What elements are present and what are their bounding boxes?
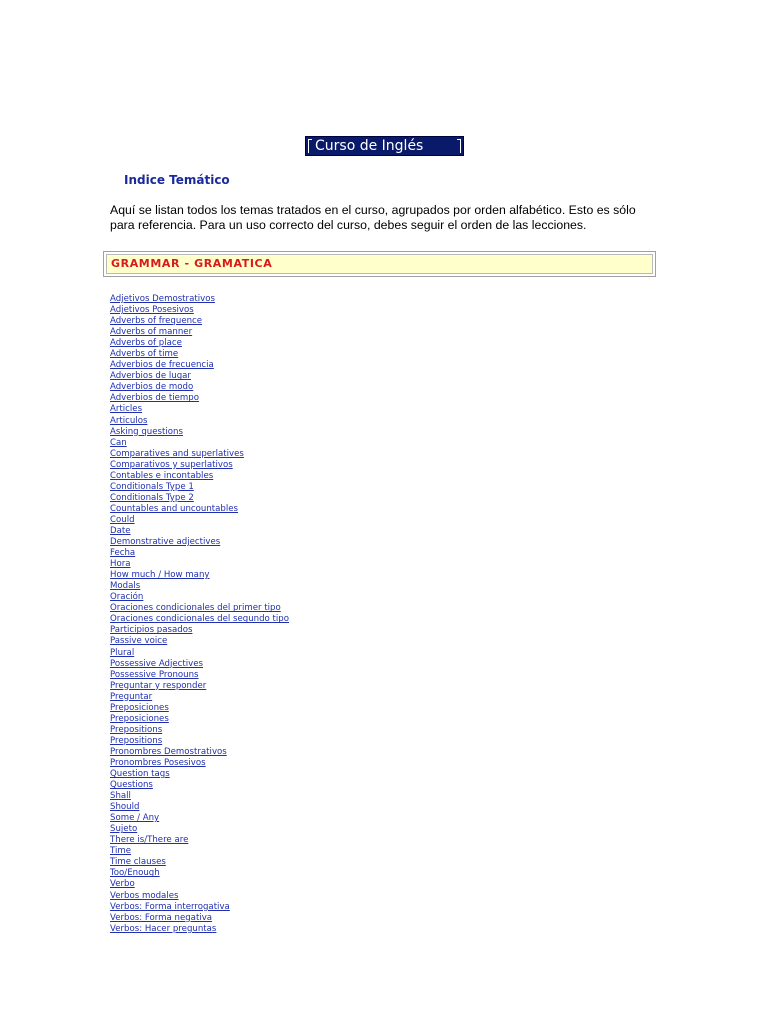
topic-link[interactable]: Questions	[110, 780, 153, 791]
list-item	[110, 813, 289, 824]
topic-link[interactable]: Date	[110, 525, 131, 536]
topic-list	[110, 294, 289, 935]
list-item	[110, 802, 289, 813]
list-item	[110, 780, 289, 791]
list-item	[110, 692, 289, 703]
list-item	[110, 835, 289, 846]
topic-link[interactable]: Preposiciones	[110, 702, 169, 713]
topic-link[interactable]: Could	[110, 514, 135, 525]
topic-link[interactable]: Adverbios de tiempo	[110, 393, 200, 404]
list-item	[110, 714, 289, 725]
list-item	[110, 438, 289, 449]
topic-link[interactable]: Pronombres Demostrativos	[110, 746, 227, 757]
topic-link[interactable]: Hora	[110, 559, 131, 570]
list-item	[110, 393, 289, 404]
list-item	[110, 360, 289, 371]
topic-link[interactable]: Fecha	[110, 548, 136, 559]
list-item	[110, 648, 289, 659]
list-item	[110, 349, 289, 360]
topic-link[interactable]: Contables e incontables	[110, 470, 214, 481]
topic-link[interactable]: Adjetivos Posesivos	[110, 305, 194, 316]
list-item	[110, 891, 289, 902]
grammar-heading: GRAMMAR - GRAMATICA	[106, 254, 653, 274]
list-item	[110, 537, 289, 548]
list-item	[110, 581, 289, 592]
topic-link[interactable]: Conditionals Type 2	[110, 492, 194, 503]
topic-link[interactable]: Demonstrative adjectives	[110, 537, 221, 548]
topic-link[interactable]: Oraciones condicionales del segundo tipo	[110, 614, 290, 625]
list-item	[110, 924, 289, 935]
topic-link[interactable]: Comparativos y superlativos	[110, 459, 233, 470]
list-item	[110, 338, 289, 349]
list-item	[110, 371, 289, 382]
list-item	[110, 659, 289, 670]
list-item	[110, 625, 289, 636]
banner-corner-right	[457, 139, 461, 153]
list-item	[110, 515, 289, 526]
list-item	[110, 449, 289, 460]
topic-link[interactable]: Adverbios de modo	[110, 382, 194, 393]
topic-link[interactable]: Adjetivos Demostrativos	[110, 294, 215, 304]
list-item	[110, 736, 289, 747]
course-title-banner	[305, 136, 464, 156]
topic-link[interactable]: Adverbs of time	[110, 349, 179, 360]
topic-link[interactable]: Verbo	[110, 879, 135, 890]
topic-link[interactable]: Too/Enough	[110, 868, 160, 879]
list-item	[110, 504, 289, 515]
topic-link[interactable]: Question tags	[110, 769, 170, 780]
banner-corner-left	[308, 139, 312, 153]
topic-link[interactable]: Should	[110, 802, 140, 813]
list-item	[110, 592, 289, 603]
list-item	[110, 482, 289, 493]
topic-link[interactable]: Plural	[110, 647, 135, 658]
topic-link[interactable]: Articulos	[110, 415, 148, 426]
topic-link[interactable]: Verbos: Forma interrogativa	[110, 901, 230, 912]
topic-link[interactable]: Possessive Adjectives	[110, 658, 204, 669]
list-item	[110, 427, 289, 438]
list-item	[110, 382, 289, 393]
list-item	[110, 868, 289, 879]
topic-link[interactable]: Sujeto	[110, 824, 138, 835]
topic-link[interactable]: Adverbs of place	[110, 338, 182, 349]
list-item	[110, 416, 289, 427]
list-item	[110, 670, 289, 681]
topic-link[interactable]: Oraciones condicionales del primer tipo	[110, 603, 281, 614]
topic-link[interactable]: Preguntar y responder	[110, 680, 207, 691]
topic-link[interactable]: Some / Any	[110, 813, 160, 824]
list-item	[110, 493, 289, 504]
list-item	[110, 305, 289, 316]
topic-link[interactable]: Prepositions	[110, 735, 163, 746]
list-item	[110, 913, 289, 924]
topic-link[interactable]: Countables and uncountables	[110, 503, 239, 514]
list-item	[110, 725, 289, 736]
intro-paragraph: Aquí se listan todos los temas tratados en el curso, agrupados por orden alfabético. Esto es sólo para referencia. Para un uso correcto del curso, debes seguir el orden de las lecciones.	[110, 203, 636, 232]
list-item	[110, 471, 289, 482]
topic-link[interactable]: Preguntar	[110, 691, 153, 702]
topic-link[interactable]: Time	[110, 846, 132, 857]
topic-link[interactable]: Modals	[110, 581, 141, 592]
topic-link[interactable]: Preposiciones	[110, 713, 169, 724]
list-item	[110, 857, 289, 868]
topic-link[interactable]: Adverbs of manner	[110, 327, 193, 338]
topic-link[interactable]: Adverbs of frequence	[110, 316, 203, 327]
list-item	[110, 879, 289, 890]
topic-link[interactable]: Articles	[110, 404, 143, 415]
page-title: Indice Temático	[124, 173, 230, 187]
list-item	[110, 769, 289, 780]
topic-link[interactable]: Shall	[110, 791, 131, 802]
list-item	[110, 570, 289, 581]
list-item	[110, 758, 289, 769]
list-item	[110, 824, 289, 835]
topic-link[interactable]: Verbos: Hacer preguntas	[110, 923, 217, 934]
list-item	[110, 603, 289, 614]
topic-link[interactable]: There is/There are	[110, 835, 189, 846]
list-item	[110, 559, 289, 570]
topic-link[interactable]: Possessive Pronouns	[110, 669, 199, 680]
topic-link[interactable]: Prepositions	[110, 724, 163, 735]
grammar-heading-box	[103, 251, 656, 277]
list-item	[110, 327, 289, 338]
list-item	[110, 636, 289, 647]
topic-link[interactable]: Adverbios de lugar	[110, 371, 191, 382]
list-item	[110, 747, 289, 758]
banner-title: Curso de Inglés	[315, 138, 424, 154]
list-item	[110, 548, 289, 559]
topic-link[interactable]: Can	[110, 437, 127, 448]
topic-link[interactable]: Adverbios de frecuencia	[110, 360, 214, 371]
list-item	[110, 526, 289, 537]
topic-link[interactable]: Conditionals Type 1	[110, 481, 194, 492]
list-item	[110, 791, 289, 802]
list-item	[110, 294, 289, 305]
list-item	[110, 681, 289, 692]
list-item	[110, 846, 289, 857]
topic-link[interactable]: Asking questions	[110, 426, 183, 437]
list-item	[110, 316, 289, 327]
topic-link[interactable]: How much / How many	[110, 570, 210, 581]
topic-link[interactable]: Time clauses	[110, 857, 166, 868]
topic-link[interactable]: Verbos modales	[110, 890, 179, 901]
list-item	[110, 614, 289, 625]
topic-link[interactable]: Oración	[110, 592, 144, 603]
list-item	[110, 902, 289, 913]
topic-link[interactable]: Verbos: Forma negativa	[110, 912, 213, 923]
list-item	[110, 404, 289, 415]
topic-link[interactable]: Pronombres Posesivos	[110, 757, 206, 768]
topic-link[interactable]: Participios pasados	[110, 625, 193, 636]
list-item	[110, 460, 289, 471]
topic-link[interactable]: Passive voice	[110, 636, 168, 647]
list-item	[110, 703, 289, 714]
topic-link[interactable]: Comparatives and superlatives	[110, 448, 244, 459]
